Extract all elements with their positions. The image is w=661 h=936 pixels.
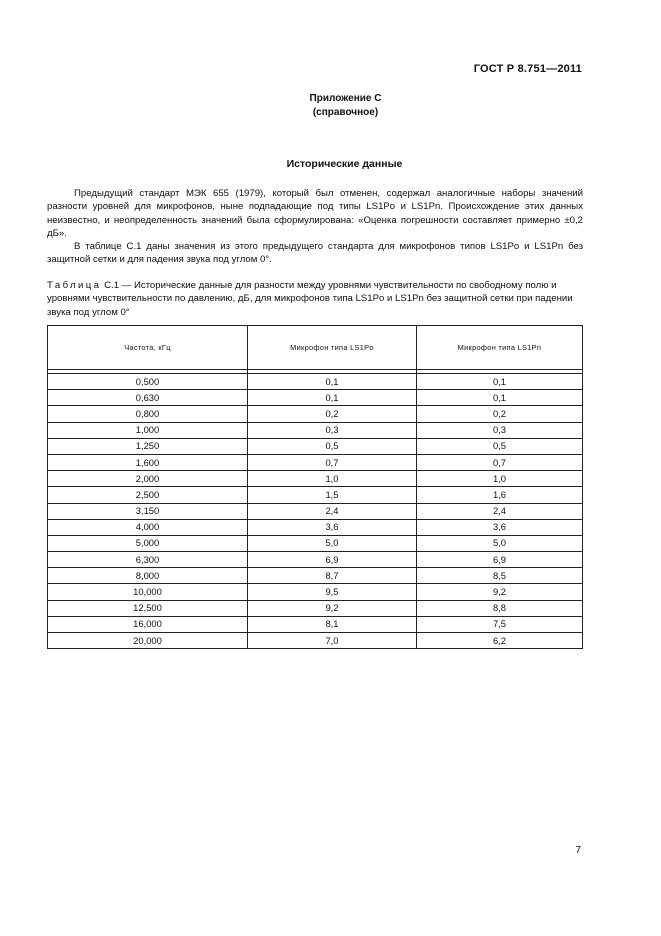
cell-ls1pn: 2,4 [417, 503, 583, 519]
paragraph: Предыдущий стандарт МЭК 655 (1979), который был отменен, содержал аналогичные наборы значений разности уровней для микрофонов, ныне подпадающие под типы LS1Po и LS1Pn. Происхождение этих данных неизвестно, и неопределенность значений была сформулирована: «Оценка погрешности составляет примерно ±0,2 дБ». [47, 188, 583, 239]
table-row [48, 552, 583, 568]
cell-frequency: 1,000 [48, 422, 248, 438]
cell-ls1po: 0,5 [248, 438, 417, 454]
cell-frequency: 3,150 [48, 503, 248, 519]
cell-ls1pn: 0,1 [417, 390, 583, 406]
cell-frequency: 6,300 [48, 552, 248, 568]
cell-ls1pn: 6,2 [417, 633, 583, 649]
cell-ls1po: 9,2 [248, 600, 417, 616]
cell-ls1pn: 0,1 [417, 374, 583, 390]
table-row [48, 438, 583, 454]
cell-ls1pn: 9,2 [417, 584, 583, 600]
cell-ls1po: 8,7 [248, 568, 417, 584]
cell-frequency: 0,630 [48, 390, 248, 406]
cell-ls1po: 0,1 [248, 374, 417, 390]
table-row [48, 374, 583, 390]
cell-frequency: 1,600 [48, 454, 248, 470]
cell-ls1po: 1,0 [248, 471, 417, 487]
cell-ls1pn: 0,5 [417, 438, 583, 454]
standard-designation: ГОСТ Р 8.751—2011 [473, 63, 582, 75]
cell-ls1po: 8,1 [248, 616, 417, 632]
cell-ls1po: 0,1 [248, 390, 417, 406]
table-row [48, 584, 583, 600]
cell-ls1po: 0,3 [248, 422, 417, 438]
page-number: 7 [575, 845, 581, 856]
table-row [48, 519, 583, 535]
cell-ls1po: 7,0 [248, 633, 417, 649]
cell-frequency: 1,250 [48, 438, 248, 454]
cell-ls1pn: 0,7 [417, 454, 583, 470]
cell-ls1pn: 5,0 [417, 535, 583, 551]
column-header-ls1po: Микрофон типа LS1Po [248, 326, 417, 370]
table-row [48, 616, 583, 632]
cell-frequency: 16,000 [48, 616, 248, 632]
appendix-subtitle: (справочное) [312, 107, 379, 118]
appendix-title: Приложение С [309, 93, 382, 104]
cell-frequency: 12,500 [48, 600, 248, 616]
table-caption-text: С.1 — Исторические данные для разности между уровнями чувствительности по свободному полю и уровнями чувствительности по давлению, дБ, для микрофонов типа LS1Po и LS1Pn без защитной сетки при падении звука под углом 0° [47, 280, 573, 318]
cell-frequency: 2,000 [48, 471, 248, 487]
cell-ls1po: 3,6 [248, 519, 417, 535]
appendix-heading [0, 92, 661, 120]
cell-ls1po: 9,5 [248, 584, 417, 600]
cell-ls1po: 6,9 [248, 552, 417, 568]
table-row [48, 535, 583, 551]
cell-frequency: 5,000 [48, 535, 248, 551]
cell-ls1po: 0,2 [248, 406, 417, 422]
table-row [48, 600, 583, 616]
section-title: Исторические данные [286, 158, 403, 170]
cell-frequency: 0,800 [48, 406, 248, 422]
cell-frequency: 10,000 [48, 584, 248, 600]
cell-ls1pn: 3,6 [417, 519, 583, 535]
cell-ls1pn: 1,6 [417, 487, 583, 503]
table-header-row [48, 326, 583, 370]
table-row [48, 390, 583, 406]
data-table [47, 325, 583, 649]
column-header-ls1pn: Микрофон типа LS1Pn [417, 326, 583, 370]
cell-ls1po: 2,4 [248, 503, 417, 519]
table-row [48, 471, 583, 487]
table-row [48, 422, 583, 438]
cell-ls1pn: 7,5 [417, 616, 583, 632]
table-caption-label: Таблица [47, 280, 102, 291]
cell-ls1pn: 6,9 [417, 552, 583, 568]
cell-frequency: 2,500 [48, 487, 248, 503]
table-row [48, 503, 583, 519]
table-row [48, 568, 583, 584]
cell-frequency: 0,500 [48, 374, 248, 390]
cell-ls1pn: 8,8 [417, 600, 583, 616]
body-text [47, 187, 583, 267]
cell-ls1po: 1,5 [248, 487, 417, 503]
cell-ls1pn: 0,3 [417, 422, 583, 438]
table-body [48, 370, 583, 649]
table-row [48, 454, 583, 470]
cell-ls1pn: 0,2 [417, 406, 583, 422]
cell-ls1po: 0,7 [248, 454, 417, 470]
table-row [48, 406, 583, 422]
column-header-frequency: Частота, кГц [48, 326, 248, 370]
table-row [48, 633, 583, 649]
cell-frequency: 20,000 [48, 633, 248, 649]
cell-ls1pn: 1,0 [417, 471, 583, 487]
cell-frequency: 8,000 [48, 568, 248, 584]
cell-frequency: 4,000 [48, 519, 248, 535]
table-row [48, 487, 583, 503]
cell-ls1po: 5,0 [248, 535, 417, 551]
paragraph: В таблице С.1 даны значения из этого предыдущего стандарта для микрофонов типов LS1Po и LS1Pn без защитной сетки и для падения звука под углом 0°. [47, 241, 583, 266]
cell-ls1pn: 8,5 [417, 568, 583, 584]
table-caption [47, 279, 583, 319]
